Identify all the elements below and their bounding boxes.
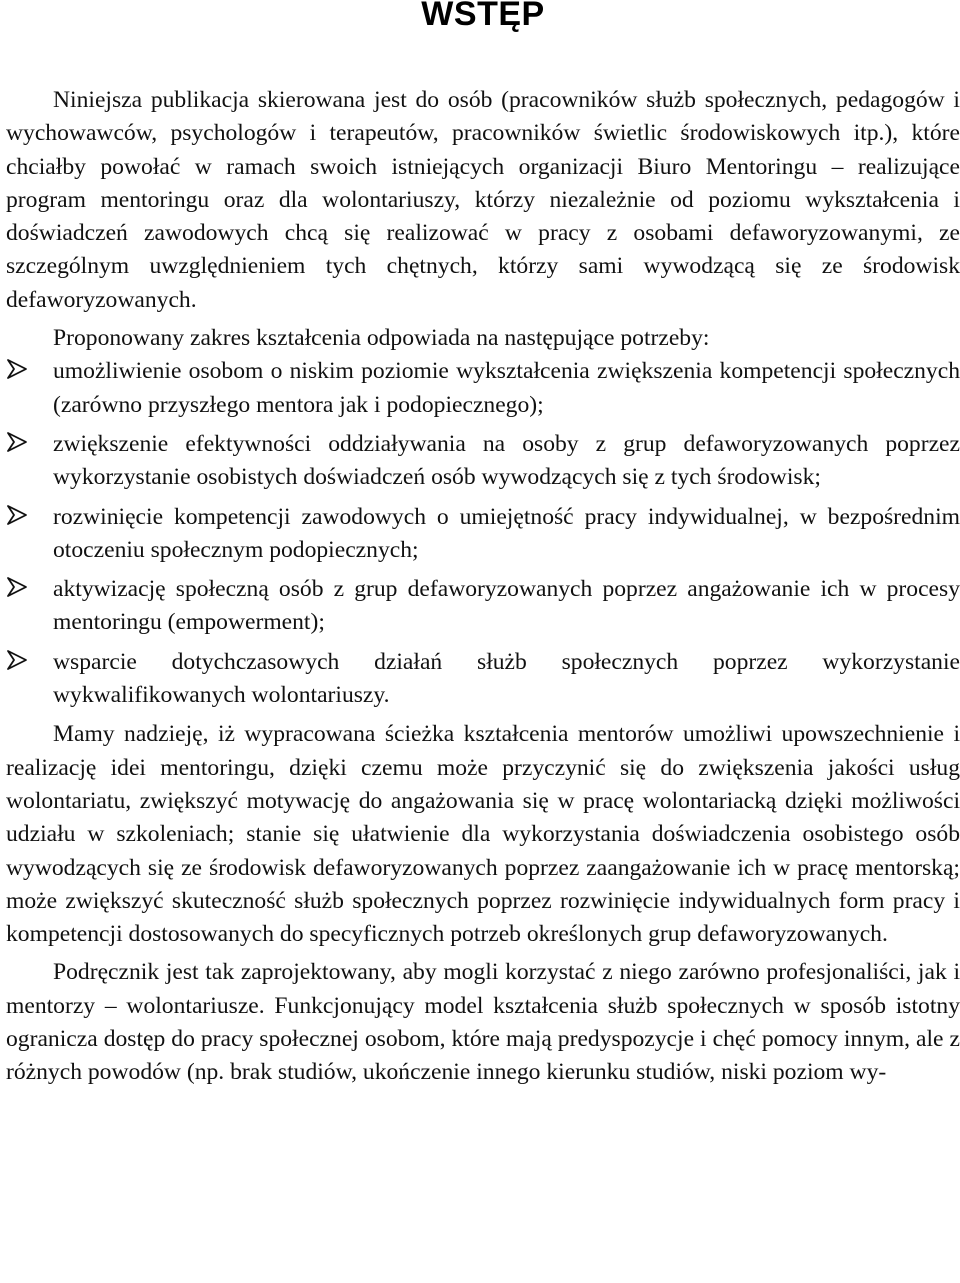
list-item-text: rozwinięcie kompetencji zawodowych o umiejętność pracy indywidualnej, w bezpośrednim otoczeniu społecznym podopiecznych;	[53, 503, 960, 563]
arrowhead-bullet-icon	[6, 431, 28, 453]
document-page	[6, 0, 960, 1086]
document-body	[6, 84, 960, 1090]
list-item-text: wsparcie dotychczasowych działań służb społecznych poprzez wykorzystanie wykwalifikowanych wolontariuszy.	[53, 648, 960, 709]
list-item-text: umożliwienie osobom o niskim poziomie wykształcenia zwiększenia kompetencji społecznych (zarówno przyszłego mentora jak i podopiecznego);	[53, 358, 960, 418]
list-item-text: aktywizację społeczną osób z grup defaworyzowanych poprzez angażowanie ich w procesy mentoringu (empowerment);	[53, 576, 960, 636]
hope-paragraph: Mamy nadzieję, iż wypracowana ścieżka kształcenia mentorów umożliwi upowszechnienie i realizację idei mentoringu, dzięki czemu może przyczynić się do zwiększenia jakości usług wolontariatu, zwiększyć motywację do angażowania się w pracę wolontariacką dzięki możliwości udziału w szkoleniach; stanie się ułatwienie dla wykorzystania doświadczenia osobistego osób wywodzących się ze środowisk defaworyzowanych poprzez zaangażowanie ich w pracę mentorską; może zwiększyć skuteczność służb społecznych poprzez rozwinięcie indywidualnych form pracy i kompetencji dostosowanych do specyficznych potrzeb określonych grup defaworyzowanych.	[6, 721, 960, 948]
needs-intro: Proponowany zakres kształcenia odpowiada na następujące potrzeby:	[53, 325, 710, 352]
list-item	[6, 573, 960, 640]
arrowhead-bullet-icon	[6, 576, 28, 598]
list-item	[6, 428, 960, 495]
arrowhead-bullet-icon	[6, 358, 28, 380]
needs-list	[6, 355, 960, 712]
list-item	[6, 501, 960, 568]
intro-paragraph: Niniejsza publikacja skierowana jest do osób (pracowników służb społecznych, pedagogów i wychowawców, psychologów i terapeutów, pracowników świetlic środowiskowych itp.), które chciałby powołać w ramach swoich istniejących organizacji Biuro Mentoringu – realizujące program mentoringu oraz dla wolontariuszy, którzy niezależnie od poziomu wykształcenia i doświadczeń zawodowych chcą się realizować w pracy z osobami defaworyzowanymi, ze szczególnym uwzględnieniem tych chętnych, którzy sami wywodzącą się ze środowisk defaworyzowanych.	[6, 87, 960, 313]
list-item-text: zwiększenie efektywności oddziaływania na osoby z grup defaworyzowanych poprzez wykorzystanie osobistych doświadczeń osób wywodzących się z tych środowisk;	[53, 430, 960, 491]
arrowhead-bullet-icon	[6, 649, 28, 671]
page-title: WSTĘP	[421, 0, 545, 33]
arrowhead-bullet-icon	[6, 504, 28, 526]
list-item	[6, 646, 960, 713]
list-item	[6, 355, 960, 422]
handbook-paragraph: Podręcznik jest tak zaprojektowany, aby mogli korzystać z niego zarówno profesjonaliści, jak i mentorzy – wolontariusze. Funkcjonujący model kształcenia służb społecznych w sposób istotny ogranicza dostęp do pracy społecznej osobom, które mają predyspozycje i chęć pomocy innym, ale z różnych powodów (np. brak studiów, ukończenie innego kierunku studiów, niski poziom wy-	[6, 959, 960, 1086]
